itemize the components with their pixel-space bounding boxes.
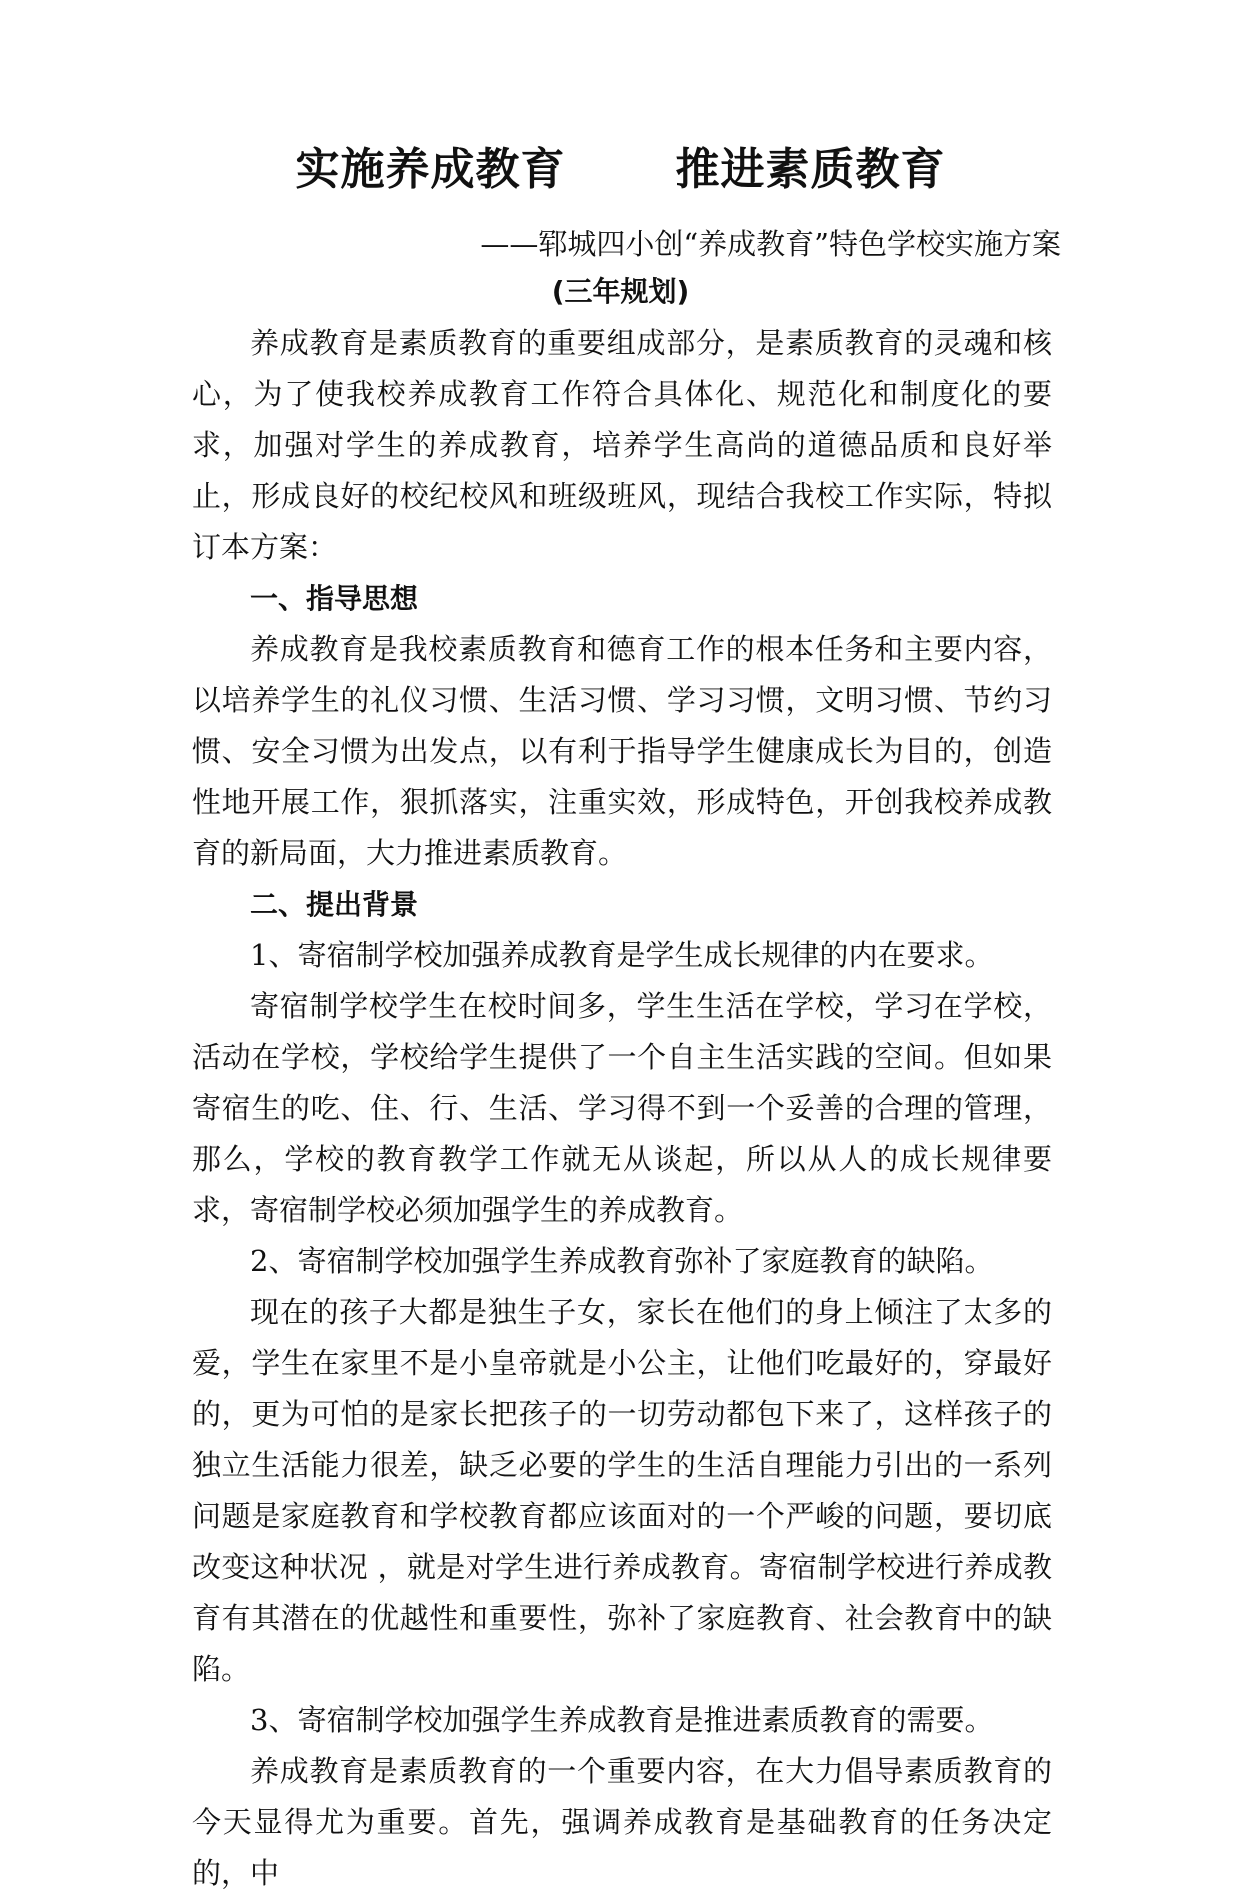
intro-paragraph: 养成教育是素质教育的重要组成部分，是素质教育的灵魂和核心，为了使我校养成教育工作符合具体化、规范化和制度化的要求，加强对学生的养成教育，培养学生高尚的道德品质和良好举止，形成良好的校纪校风和班级班风，现结合我校工作实际，特拟订本方案： (192, 326, 1052, 564)
document-subtitle: ——郓城四小创“养成教育”特色学校实施方案 (480, 227, 1061, 261)
background-point-2-text: 现在的孩子大都是独生子女，家长在他们的身上倾注了太多的爱，学生在家里不是小皇帝就是小公主，让他们吃最好的，穿最好的，更为可怕的是家长把孩子的一切劳动都包下来了，这样孩子的独立生活能力很差，缺乏必要的学生的生活自理能力引出的一系列问题是家庭教育和学校教育都应该面对的一个严峻的问题，要切底改变这种状况 ，就是对学生进行养成教育。寄宿制学校进行养成教育有其潜在的优越性和重要性，弥补了家庭教育、社会教育中的缺陷。 (192, 1295, 1052, 1686)
title-right: 推进素质教育 (675, 144, 946, 195)
background-point-1: 1、寄宿制学校加强养成教育是学生成长规律的内在要求。 (250, 938, 994, 972)
guiding-thought-paragraph: 养成教育是我校素质教育和德育工作的根本任务和主要内容，以培养学生的礼仪习惯、生活习惯、学习习惯，文明习惯、节约习惯、安全习惯为出发点，以有利于指导学生健康成长为目的，创造性地开展工作，狠抓落实，注重实效，形成特色，开创我校养成教育的新局面，大力推进素质教育。 (192, 632, 1052, 870)
background-point-3-text: 养成教育是素质教育的一个重要内容，在大力倡导素质教育的今天显得尤为重要。首先，强调养成教育是基础教育的任务决定的，中 (192, 1754, 1052, 1890)
background-point-1-text: 寄宿制学校学生在校时间多，学生生活在学校，学习在学校，活动在学校，学校给学生提供了一个自主生活实践的空间。但如果寄宿生的吃、住、行、生活、学习得不到一个妥善的合理的管理，那么，学校的教育教学工作就无从谈起，所以从人的成长规律要求，寄宿制学校必须加强学生的养成教育。 (192, 989, 1052, 1227)
title-left: 实施养成教育 (295, 144, 566, 195)
background-point-2: 2、寄宿制学校加强学生养成教育弥补了家庭教育的缺陷。 (250, 1244, 994, 1278)
document-title (0, 140, 1241, 200)
document-body (192, 318, 1052, 1899)
section-heading-background: 二、提出背景 (250, 888, 419, 921)
section-heading-guiding-thought: 一、指导思想 (250, 582, 419, 615)
background-point-3: 3、寄宿制学校加强学生养成教育是推进素质教育的需要。 (250, 1703, 994, 1737)
plan-label: (三年规划) (551, 275, 690, 308)
